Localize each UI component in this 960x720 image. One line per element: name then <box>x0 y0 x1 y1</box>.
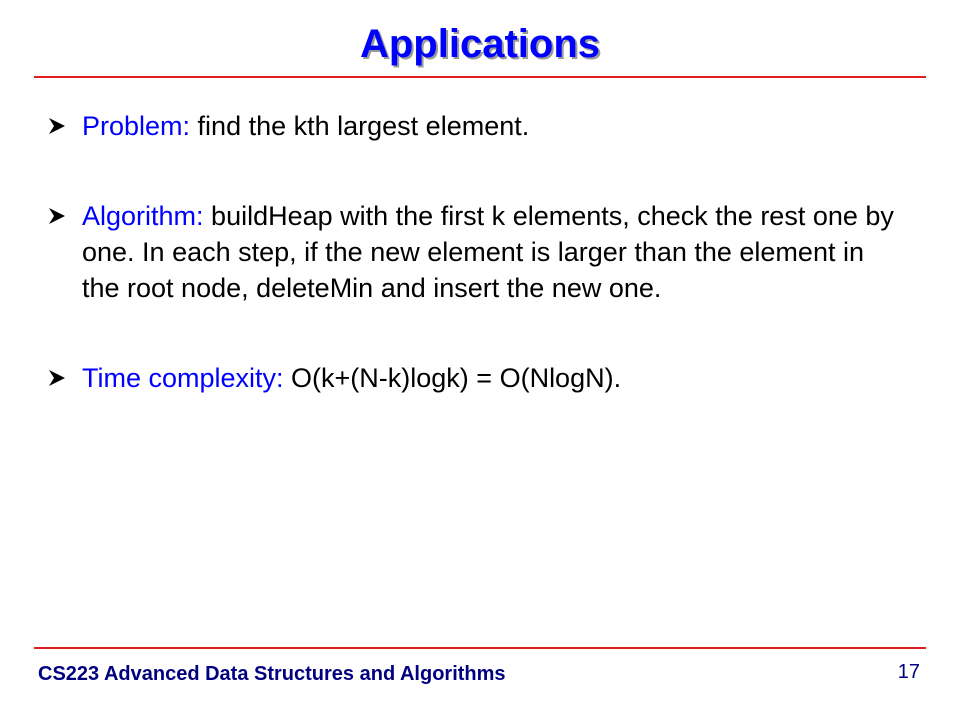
bullet-lead: Algorithm: <box>82 201 212 231</box>
bullet-item-time-complexity <box>48 360 908 396</box>
arrow-bullet-icon <box>48 369 66 387</box>
bullet-text: O(k+(N-k)logk) = O(NlogN). <box>291 363 622 393</box>
bullet-lead: Problem: <box>82 111 198 141</box>
arrow-bullet-icon <box>48 117 66 135</box>
bullet-text: find the kth largest element. <box>197 111 530 141</box>
bullet-list <box>48 108 908 450</box>
slide-title: Applications <box>359 22 601 66</box>
footer-course-title: CS223 Advanced Data Structures and Algorithms <box>38 663 506 685</box>
title-divider <box>34 76 926 78</box>
arrow-bullet-icon <box>48 207 66 225</box>
footer-divider <box>34 647 926 649</box>
bullet-text: buildHeap with the first k elements, check the rest one by one. In each step, if the new element is larger than the element in the root node, deleteMin and insert the new one. <box>82 201 894 303</box>
page-number: 17 <box>897 661 920 683</box>
bullet-lead: Time complexity: <box>82 363 292 393</box>
bullet-item-problem <box>48 108 908 144</box>
bullet-item-algorithm <box>48 198 908 306</box>
